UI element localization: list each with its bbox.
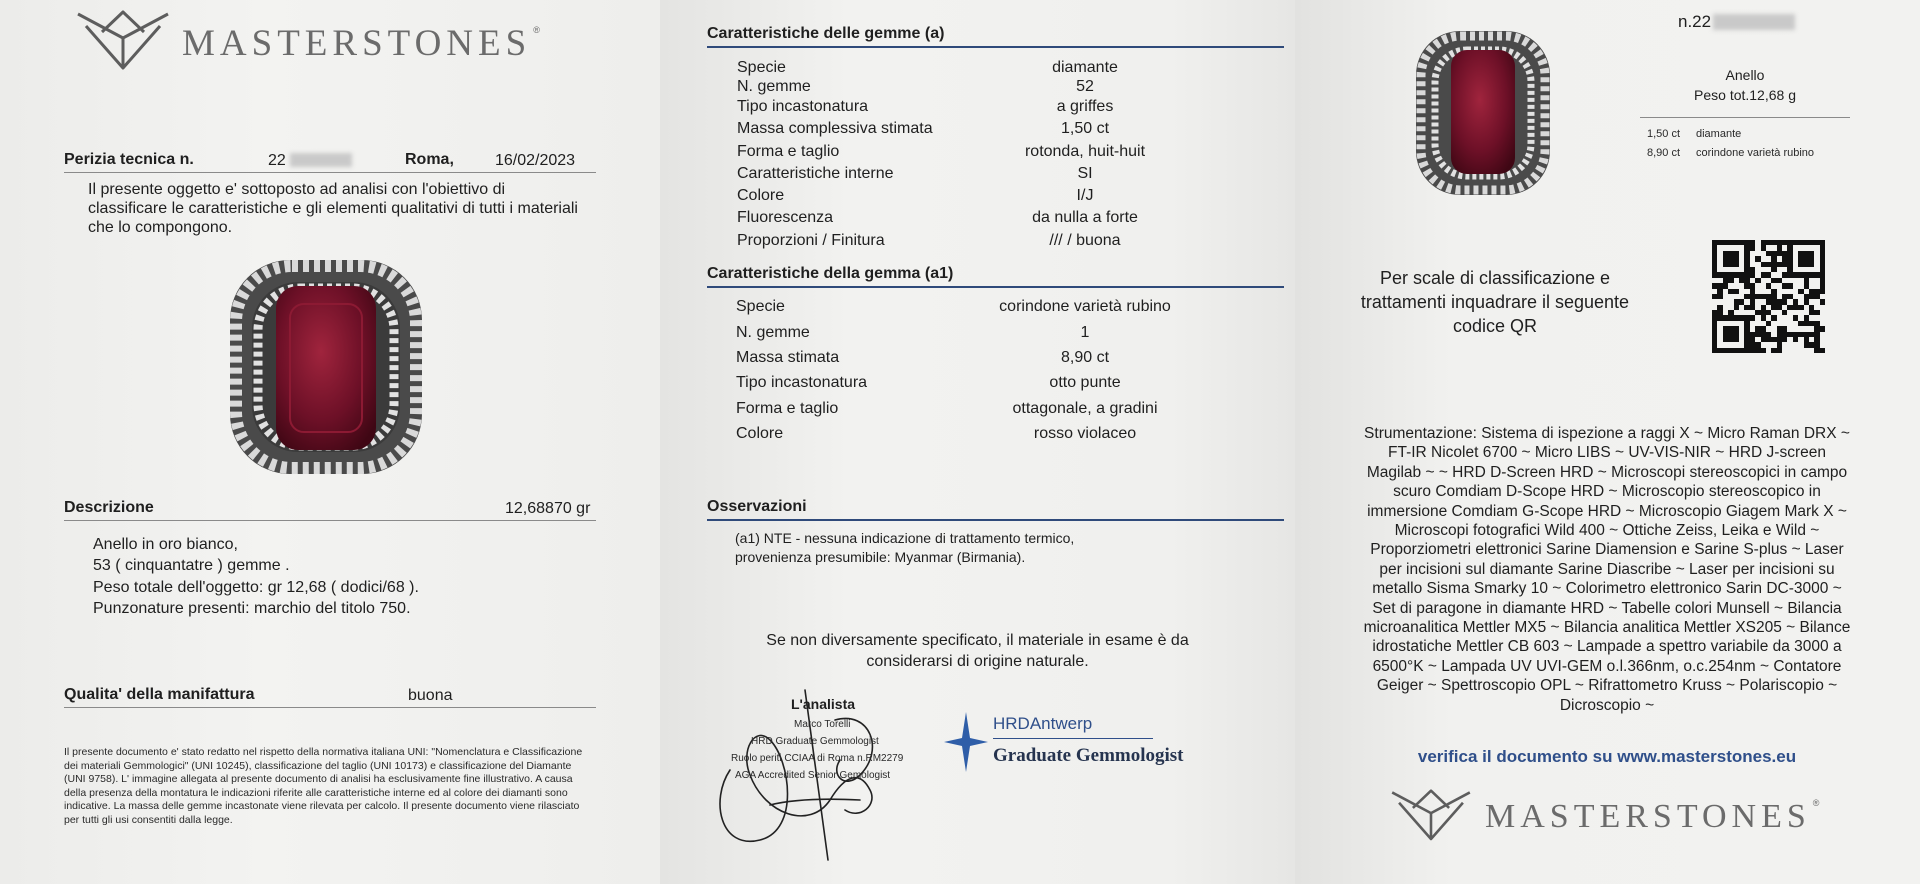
summary-ct: 8,90 ct bbox=[1647, 147, 1681, 159]
right-number: n.22 bbox=[1678, 12, 1712, 31]
gem-a1-title: Caratteristiche della gemma (a1) bbox=[707, 265, 954, 282]
quality-value: buona bbox=[408, 687, 453, 704]
summary-desc: diamante bbox=[1696, 128, 1742, 140]
gems-a-title: Caratteristiche delle gemme (a) bbox=[707, 25, 945, 42]
masterstones-logo-icon bbox=[1387, 782, 1475, 846]
hrd-line2: Graduate Gemmologist bbox=[993, 745, 1184, 766]
brand-logo bbox=[1387, 782, 1819, 846]
right-panel bbox=[1295, 0, 1920, 884]
item-name: Anello bbox=[1725, 67, 1765, 83]
hrd-line1: HRDAntwerp bbox=[993, 714, 1093, 733]
analyst-name: Marco Torelli bbox=[794, 719, 851, 730]
description-weight: 12,68870 gr bbox=[505, 500, 591, 517]
divider bbox=[1640, 117, 1850, 118]
city-label: Roma, bbox=[405, 151, 454, 168]
registered-mark: ® bbox=[1812, 798, 1820, 808]
description-line: 53 ( cinquantatre ) gemme . bbox=[93, 557, 290, 574]
intro-text: Il presente oggetto e' sottoposto ad analisi con l'obiettivo di classificare le caratteristiche e gli elementi qualitativi di tutti i materiali che lo compongono. bbox=[88, 181, 578, 236]
report-label: Perizia tecnica n. bbox=[64, 151, 194, 168]
redacted-number bbox=[1713, 14, 1795, 30]
section-divider bbox=[707, 286, 1284, 288]
qr-instruction: Per scale di classificazione e trattamenti inquadrare il seguente codice QR bbox=[1360, 268, 1630, 336]
summary-desc: corindone varietà rubino bbox=[1696, 147, 1815, 159]
qr-code[interactable] bbox=[1712, 240, 1825, 353]
quality-label: Qualita' della manifattura bbox=[64, 686, 255, 703]
section-divider bbox=[707, 519, 1284, 521]
natural-origin-line: considerarsi di origine naturale. bbox=[866, 653, 1089, 670]
ring-thumbnail bbox=[1413, 28, 1553, 198]
observations-line: provenienza presumibile: Myanmar (Birmania). bbox=[735, 549, 1026, 565]
analyst-credential: Ruolo periti CCIAA di Roma n.RM2279 bbox=[731, 753, 904, 764]
report-date: 16/02/2023 bbox=[495, 152, 576, 169]
middle-panel: Caratteristiche delle gemme (a) Specie diamante N. gemme 52 Tipo incastonatura a griffes Massa complessiva stimata 1,50 ct Forma e taglio rotonda, huit-huit Caratteristiche interne SI Colore I/J Fluorescenza da nulla a forte Proporzioni / Finitura /// / buona Caratteristiche della gemma (a1) Specie corindone varietà rubino N. gemme 1 Massa stimata 8,90 ct Tipo incastonatura otto punte Forma e taglio ottagonale, a gradini Colore rosso violaceo Osservazioni (a1) NTE - nessuna indicazione di trattamento termico, provenienza presumibile: Myanmar (Birmania). Se non diversamente specificato, il materiale in esame è da considerarsi di origine naturale. L'analista Marco Torelli HRD Graduate Gemmologist Ruolo periti CCIAA di Roma n.RM2279 AGA Accredited Senior Gemologist HRDAntwerp Graduate Gemmologist bbox=[660, 0, 1295, 884]
legal-footnote: Il presente documento e' stato redatto nel rispetto della normativa italiana UNI: "Nomenclatura e Classificazione dei materiali Gemmologici" (UNI 10245), classificazione del taglio (UNI 10173) e classificazione del Diamante (UNI 9758). L' immagine allegata al presente documento di analisi ha esclusivamente fine illustrativo. A causa della presenza della montatura le indicazioni riferite alle caratteristiche interne ed al colore dei diamanti sono indicative. La massa delle gemme incastonate viene rilevata per calcolo. Il presente documento viene rilasciato per tutti gli usi consentiti dalla legge. bbox=[64, 746, 583, 826]
analyst-title: L'analista bbox=[791, 696, 856, 712]
description-title: Descrizione bbox=[64, 499, 154, 516]
section-divider bbox=[707, 46, 1284, 48]
brand-name: MASTERSTONES bbox=[182, 22, 532, 64]
natural-origin-line: Se non diversamente specificato, il materiale in esame è da bbox=[766, 632, 1189, 649]
report-number: 22 bbox=[268, 152, 286, 169]
hrd-divider bbox=[993, 738, 1153, 739]
instruments-list: Strumentazione: Sistema di ispezione a raggi X ~ Micro Raman DRX ~ FT-IR Nicolet 6700 ~ Micro LIBS ~ UV-VIS-NIR ~ HRD J-screen Magilab ~ ~ HRD D-Screen HRD ~ Microscopi stereoscopici in campo scuro Comdiam D-Scope HRD ~ Microscopio stereoscopico in immersione Comdiam G-Scope HRD ~ Microscopio Giagem Mark X ~ Microscopi fotografici Wild 400 ~ Ottiche Zeiss, Leika e Wild ~ Proporziometri elettronici Sarine Diamension e Sarine S-plus ~ Laser per incisioni sul diamante Sarine Diascribe ~ Laser per incisioni su metallo Sisma Smarky 10 ~ Colorimetro elettronico Sarin DC-3000 ~ Set di paragone in diamante HRD ~ Tabelle colori Munsell ~ Bilancia microanalitica Mettler MX5 ~ Bilancia analitica Mettler XS205 ~ Bilance idrostatiche Mettler CB 603 ~ Lampade a spettro variabile da 3000 a 6500°K ~ Lampada UV UVI-GEM o.l.366nm, o.c.254nm ~ Contatore Geiger ~ Spettroscopio OPL ~ Rifrattometro Kruss ~ Polariscopio ~ Dicroscopio ~ bbox=[1363, 425, 1851, 714]
redacted-number bbox=[290, 153, 352, 167]
description-line: Anello in oro bianco, bbox=[93, 536, 238, 553]
analyst-credential: HRD Graduate Gemmologist bbox=[751, 736, 879, 747]
divider bbox=[64, 172, 596, 173]
divider bbox=[64, 707, 596, 708]
description-line: Punzonature presenti: marchio del titolo 750. bbox=[93, 600, 411, 617]
verify-link[interactable]: verifica il documento su www.masterstones.eu bbox=[1417, 747, 1797, 766]
left-panel bbox=[0, 0, 660, 884]
description-line: Peso totale dell'oggetto: gr 12,68 ( dodici/68 ). bbox=[93, 579, 419, 596]
summary-ct: 1,50 ct bbox=[1647, 128, 1681, 140]
analyst-credential: AGA Accredited Senior Gemologist bbox=[735, 770, 891, 781]
hrd-star-icon bbox=[944, 712, 988, 772]
masterstones-logo-icon bbox=[72, 4, 174, 74]
brand-logo bbox=[72, 4, 540, 74]
registered-mark: ® bbox=[533, 25, 540, 35]
brand-name: MASTERSTONES bbox=[1485, 798, 1811, 835]
ring-photo bbox=[226, 256, 426, 478]
divider bbox=[64, 520, 596, 521]
observations-line: (a1) NTE - nessuna indicazione di trattamento termico, bbox=[735, 530, 1075, 546]
total-weight: Peso tot.12,68 g bbox=[1694, 87, 1796, 103]
observations-title: Osservazioni bbox=[707, 498, 807, 515]
